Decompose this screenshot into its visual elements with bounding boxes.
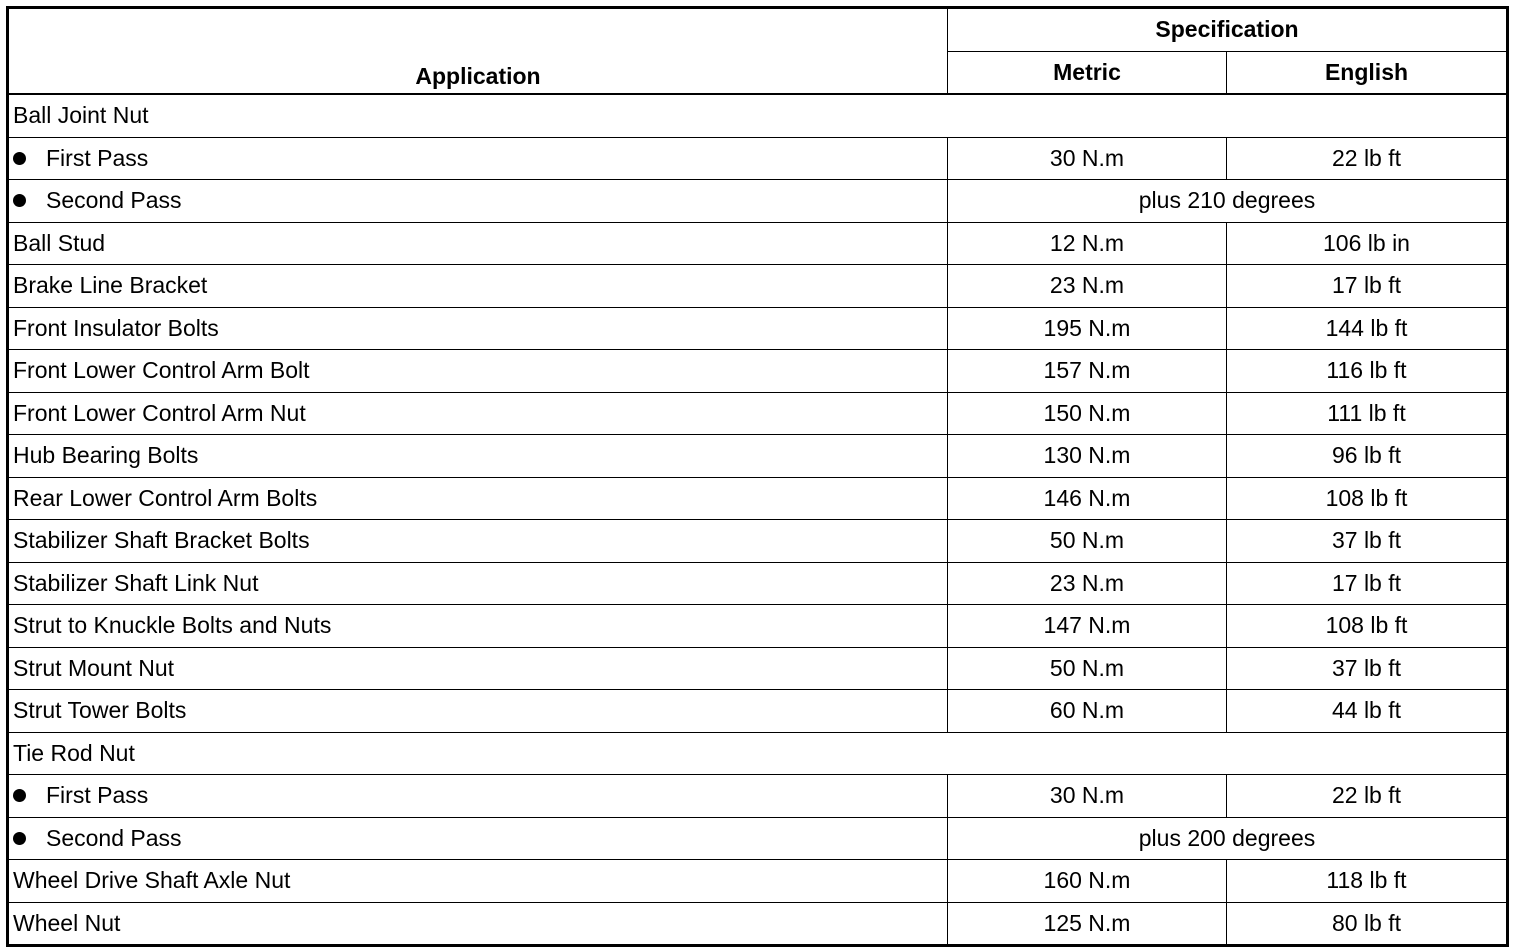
english-cell: 144 lb ft bbox=[1227, 307, 1508, 350]
application-cell bbox=[8, 860, 948, 903]
table-row bbox=[8, 775, 1508, 818]
metric-cell: 195 N.m bbox=[948, 307, 1227, 350]
english-cell: 17 lb ft bbox=[1227, 265, 1508, 308]
application-cell bbox=[8, 265, 948, 308]
torque-spec-table bbox=[6, 6, 1509, 947]
english-cell: 116 lb ft bbox=[1227, 350, 1508, 393]
english-cell: 37 lb ft bbox=[1227, 520, 1508, 563]
english-cell: 108 lb ft bbox=[1227, 477, 1508, 520]
metric-cell: 157 N.m bbox=[948, 350, 1227, 393]
application-cell bbox=[8, 775, 948, 818]
metric-cell: 50 N.m bbox=[948, 647, 1227, 690]
bullet-icon bbox=[13, 832, 26, 845]
metric-column-header: Metric bbox=[948, 51, 1227, 94]
application-label: Strut Mount Nut bbox=[13, 654, 175, 681]
application-label: Strut to Knuckle Bolts and Nuts bbox=[13, 612, 332, 639]
table-row bbox=[8, 222, 1508, 265]
metric-cell: 125 N.m bbox=[948, 902, 1227, 946]
english-cell: 80 lb ft bbox=[1227, 902, 1508, 946]
specification-column-header: Specification bbox=[948, 8, 1508, 52]
table-row bbox=[8, 180, 1508, 223]
table-row bbox=[8, 435, 1508, 478]
table-row bbox=[8, 817, 1508, 860]
table-row bbox=[8, 307, 1508, 350]
application-cell bbox=[8, 350, 948, 393]
english-cell: 111 lb ft bbox=[1227, 392, 1508, 435]
specification-cell: plus 210 degrees bbox=[948, 180, 1508, 223]
application-label: Wheel Drive Shaft Axle Nut bbox=[13, 867, 291, 894]
application-label: First Pass bbox=[46, 782, 149, 809]
english-cell: 118 lb ft bbox=[1227, 860, 1508, 903]
table-body bbox=[8, 94, 1508, 946]
application-label: Stabilizer Shaft Bracket Bolts bbox=[13, 527, 310, 554]
table-row bbox=[8, 732, 1508, 775]
table-row bbox=[8, 520, 1508, 563]
metric-cell: 60 N.m bbox=[948, 690, 1227, 733]
bullet-icon bbox=[13, 789, 26, 802]
metric-cell: 50 N.m bbox=[948, 520, 1227, 563]
english-column-header: English bbox=[1227, 51, 1508, 94]
application-cell bbox=[8, 732, 1508, 775]
metric-cell: 30 N.m bbox=[948, 137, 1227, 180]
application-cell bbox=[8, 690, 948, 733]
application-cell bbox=[8, 180, 948, 223]
metric-cell: 30 N.m bbox=[948, 775, 1227, 818]
table-row bbox=[8, 647, 1508, 690]
table-row bbox=[8, 860, 1508, 903]
table-row bbox=[8, 94, 1508, 137]
application-label: Front Lower Control Arm Nut bbox=[13, 399, 306, 426]
application-label: Strut Tower Bolts bbox=[13, 697, 187, 724]
english-cell: 22 lb ft bbox=[1227, 137, 1508, 180]
table-row bbox=[8, 350, 1508, 393]
table-row bbox=[8, 392, 1508, 435]
metric-cell: 23 N.m bbox=[948, 562, 1227, 605]
application-cell bbox=[8, 647, 948, 690]
metric-cell: 146 N.m bbox=[948, 477, 1227, 520]
table-row bbox=[8, 902, 1508, 946]
application-cell bbox=[8, 605, 948, 648]
application-cell bbox=[8, 902, 948, 946]
table-row bbox=[8, 265, 1508, 308]
application-cell bbox=[8, 477, 948, 520]
bullet-icon bbox=[13, 194, 26, 207]
metric-cell: 130 N.m bbox=[948, 435, 1227, 478]
table-row bbox=[8, 562, 1508, 605]
specification-cell: plus 200 degrees bbox=[948, 817, 1508, 860]
metric-cell: 12 N.m bbox=[948, 222, 1227, 265]
application-cell bbox=[8, 94, 1508, 137]
application-cell bbox=[8, 392, 948, 435]
application-cell bbox=[8, 222, 948, 265]
application-label: First Pass bbox=[46, 144, 149, 171]
application-cell bbox=[8, 137, 948, 180]
english-cell: 22 lb ft bbox=[1227, 775, 1508, 818]
application-label: Front Insulator Bolts bbox=[13, 314, 219, 341]
application-label: Wheel Nut bbox=[13, 909, 121, 936]
table-row bbox=[8, 690, 1508, 733]
english-cell: 106 lb in bbox=[1227, 222, 1508, 265]
application-cell bbox=[8, 307, 948, 350]
application-label: Second Pass bbox=[46, 187, 182, 214]
application-label: Stabilizer Shaft Link Nut bbox=[13, 569, 259, 596]
table-header bbox=[8, 8, 1508, 95]
table-row bbox=[8, 477, 1508, 520]
application-cell bbox=[8, 435, 948, 478]
application-label: Ball Stud bbox=[13, 229, 106, 256]
application-cell bbox=[8, 520, 948, 563]
application-label: Rear Lower Control Arm Bolts bbox=[13, 484, 318, 511]
english-cell: 108 lb ft bbox=[1227, 605, 1508, 648]
metric-cell: 160 N.m bbox=[948, 860, 1227, 903]
english-cell: 17 lb ft bbox=[1227, 562, 1508, 605]
application-label: Hub Bearing Bolts bbox=[13, 442, 199, 469]
application-label: Front Lower Control Arm Bolt bbox=[13, 357, 310, 384]
application-column-header: Application bbox=[8, 8, 948, 95]
application-label: Brake Line Bracket bbox=[13, 272, 208, 299]
application-label: Tie Rod Nut bbox=[13, 739, 135, 766]
application-label: Ball Joint Nut bbox=[13, 102, 149, 129]
table-row bbox=[8, 605, 1508, 648]
application-cell bbox=[8, 817, 948, 860]
bullet-icon bbox=[13, 152, 26, 165]
table-row bbox=[8, 137, 1508, 180]
metric-cell: 23 N.m bbox=[948, 265, 1227, 308]
metric-cell: 147 N.m bbox=[948, 605, 1227, 648]
metric-cell: 150 N.m bbox=[948, 392, 1227, 435]
english-cell: 96 lb ft bbox=[1227, 435, 1508, 478]
application-label: Second Pass bbox=[46, 824, 182, 851]
application-cell bbox=[8, 562, 948, 605]
english-cell: 37 lb ft bbox=[1227, 647, 1508, 690]
english-cell: 44 lb ft bbox=[1227, 690, 1508, 733]
